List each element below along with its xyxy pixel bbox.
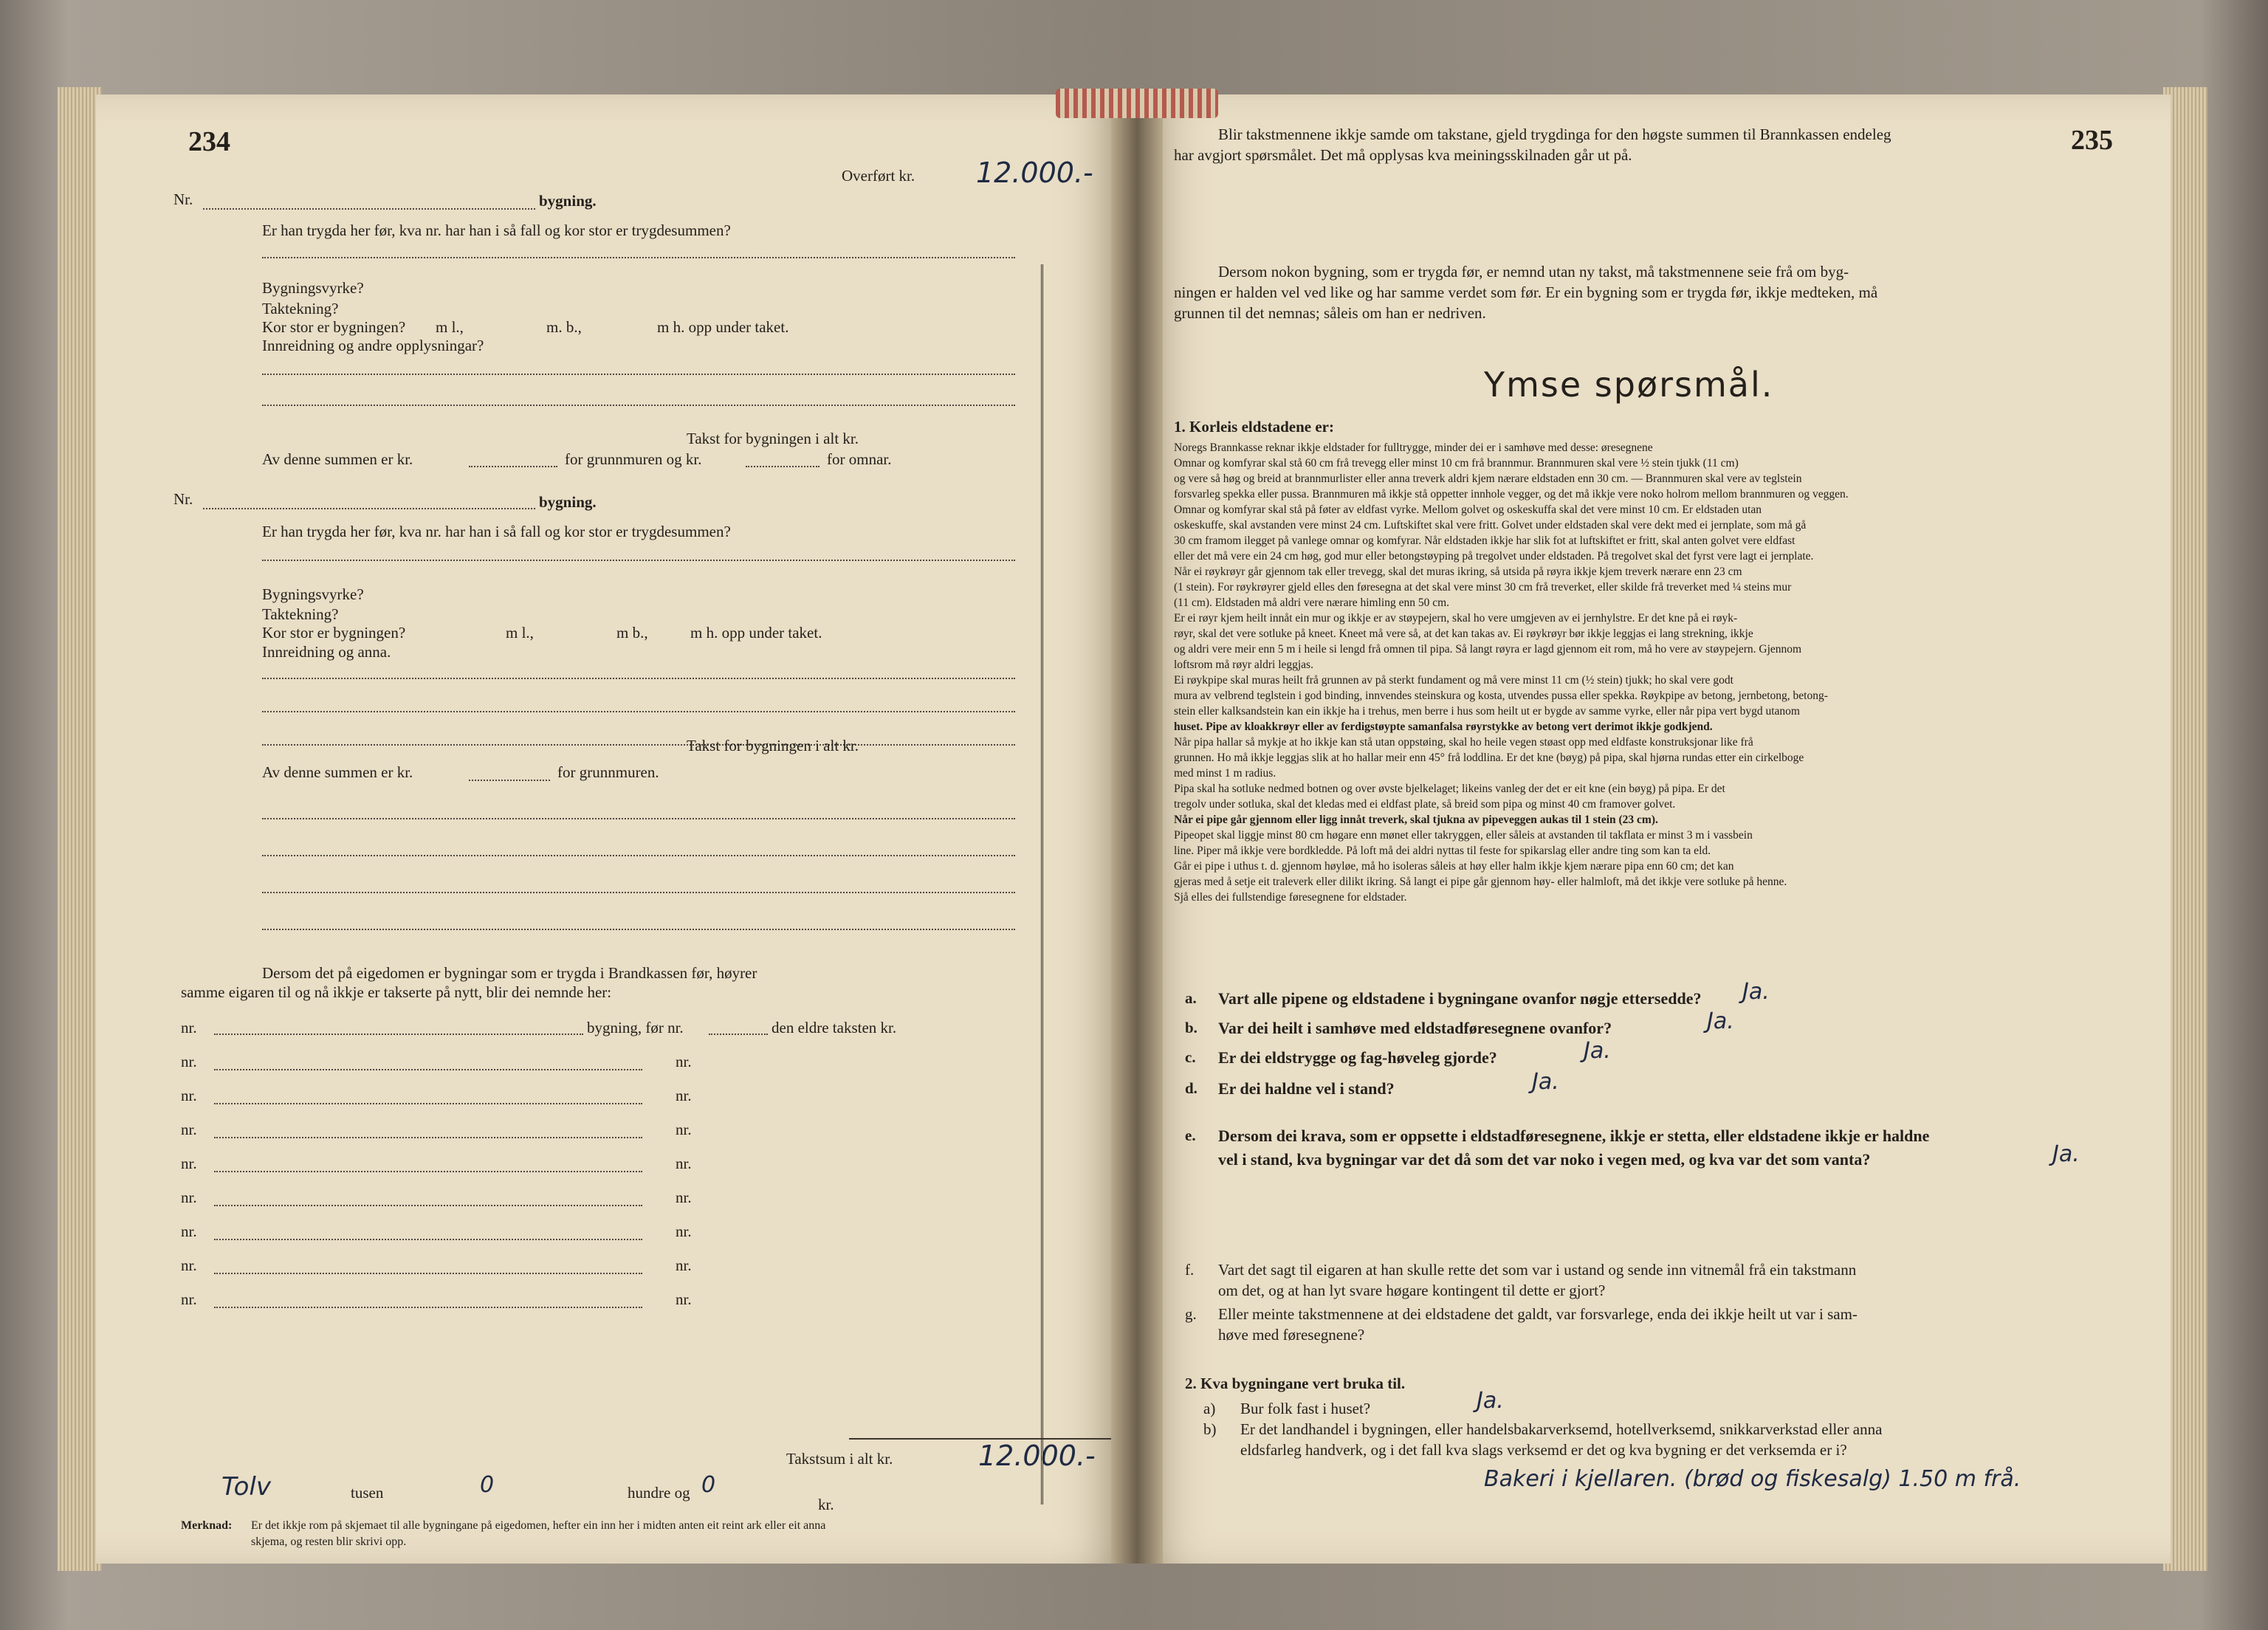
rule-line: Går ei pipe i uthus t. d. gjennom høyløe, må ho isoleras såleis at høy eller halm ikkje kjem nærare pipa enn 60 cm; det kan — [1174, 860, 1734, 873]
answer-2a: Ja. — [1477, 1388, 1504, 1414]
answer-d: Ja. — [1532, 1069, 1559, 1095]
for-omnar: for omnar. — [827, 450, 892, 468]
rule-line: huset. Pipe av kloakkrøyr eller av ferdigstøypte samanfalsa røyrstykke av betong vert derimot ikkje godkjend. — [1174, 721, 1713, 733]
rule-line: mura av velbrend teglstein i god binding, innvendes steinskura og kosta, utvendes pussa eller spekka. Røykpipe av betong, jernbetong, betong- — [1174, 690, 1828, 702]
list-nr-col: nr. — [676, 1290, 692, 1308]
page-number: 235 — [2071, 125, 2113, 156]
kor-stor-2: Kor stor er bygningen? — [262, 624, 406, 642]
hundre-value: 0 — [701, 1472, 716, 1498]
question-c: Er dei eldstrygge og fag-høveleg gjorde? — [1218, 1048, 1497, 1067]
question-e-line-1: Dersom dei krava, som er oppsette i eldstadføresegnene, ikkje er stetta, eller eldstadene ikkje er haldne — [1218, 1127, 1930, 1145]
amount-column-rule — [1041, 264, 1043, 1505]
question-d: Er dei haldne vel i stand? — [1218, 1079, 1395, 1098]
qc-letter: c. — [1185, 1048, 1196, 1066]
list-nr: nr. — [181, 1256, 197, 1274]
kr-label: kr. — [818, 1496, 834, 1513]
merknad-line-1: Er det ikkje rom på skjemaet til alle bygningane på eigedomen, hefter ein inn her i midten anten eit reint ark eller eit anna — [251, 1519, 826, 1532]
list-nr-col: nr. — [676, 1256, 692, 1274]
intro-line-3: Dersom nokon bygning, som er trygda før, er nemnd utan ny takst, må takstmennene seie frå om byg- — [1218, 263, 1849, 281]
kor-stor-1: Kor stor er bygningen? — [262, 318, 406, 336]
page-number: 234 — [188, 126, 230, 157]
list-nr: nr. — [181, 1155, 197, 1172]
list-nr: nr. — [181, 1121, 197, 1138]
takst-label-1: Takst for bygningen i alt kr. — [687, 430, 859, 447]
rule-line: med minst 1 m radius. — [1174, 767, 1276, 780]
overfort-value: 12.000.- — [976, 157, 1093, 189]
question-2a: Bur folk fast i huset? — [1240, 1400, 1371, 1417]
qg-letter: g. — [1185, 1305, 1197, 1323]
answer-b: Ja. — [1707, 1008, 1734, 1034]
rule-line: Sjå elles dei fullstendige føresegnene for eldstader. — [1174, 891, 1407, 904]
rule-line: Ei røykpipe skal muras heilt frå grunnen av på sterkt fundament og må vere minst 11 cm (½ stein) tjukk; ho skal vere godt — [1174, 674, 1733, 687]
bygning-label-2: bygning. — [539, 493, 597, 511]
nr-label-2: Nr. — [173, 490, 193, 508]
rule-line: loftsrom må røyr aldri leggjas. — [1174, 658, 1313, 671]
rule-line: Noregs Brannkasse reknar ikkje eldstader for fulltrygge, minder dei er i samhøve med desse: øresegnene — [1174, 441, 1653, 454]
rule-line: forsvarleg spekka eller pussa. Brannmuren må ikkje stå oppetter innhole vegger, og det må ikkje vere noko holrom mellom brannmuren og veggen. — [1174, 488, 1849, 501]
right-page — [1137, 94, 2171, 1564]
question-trygda-1: Er han trygda her før, kva nr. har han i så fall og kor stor er trygdesummen? — [262, 221, 731, 239]
for-grunnmuren-1: for grunnmuren og kr. — [565, 450, 702, 468]
m-l-1: m l., — [436, 318, 464, 336]
rule-line: Er ei røyr kjem heilt innåt ein mur og ikkje er av støypejern, skal ho vere umgjeven av ei jernhylstre. Er det kne på ei røyk- — [1174, 612, 1738, 625]
intro-line-2: har avgjort spørsmålet. Det må opplysas kva meiningsskilnaden går ut på. — [1174, 146, 1632, 164]
question-trygda-2: Er han trygda her før, kva nr. har han i så fall og kor stor er trygdesummen? — [262, 523, 731, 540]
taktekning-1: Taktekning? — [262, 300, 339, 317]
m-b-1: m. b., — [546, 318, 582, 336]
sum-words-tusen: Tolv — [221, 1472, 271, 1502]
bygningsvyrke-1: Bygningsvyrke? — [262, 279, 364, 297]
rule-line: tregolv under sotluka, skal det kledas med ei eldfast plate, så breid som pipa og minst 40 cm framover golvet. — [1174, 798, 1676, 811]
question-g-line-2: høve med føresegnene? — [1218, 1326, 1365, 1344]
intro-line-4: ningen er halden vel ved like og har samme verdet som før. Er ein bygning som er trygda før, ikkje medteken, må — [1174, 283, 1878, 301]
qf-letter: f. — [1185, 1261, 1195, 1279]
tusen-value: 0 — [480, 1472, 495, 1498]
nr-label-1: Nr. — [173, 190, 193, 208]
q2b-letter: b) — [1203, 1420, 1217, 1438]
book-gutter — [1111, 94, 1163, 1564]
rule-line: (11 cm). Eldstaden må aldri vere nærare himling enn 50 cm. — [1174, 596, 1450, 609]
m-b-2: m b., — [616, 624, 648, 642]
list-nr: nr. — [181, 1222, 197, 1240]
list-nr: nr. — [181, 1053, 197, 1070]
intro-line-1: Blir takstmennene ikkje samde om takstane, gjeld trygdinga for den høgste summen til Brannkassen endeleg — [1218, 125, 1891, 143]
innreidning-1: Innreidning og andre opplysningar? — [262, 337, 484, 354]
qe-letter: e. — [1185, 1127, 1196, 1144]
list-nr-col: nr. — [676, 1155, 692, 1172]
page-edges-left — [58, 87, 102, 1571]
rule-line: oskeskuffe, skal avstanden vere minst 24 cm. Luftskiftet skal vere fritt. Golvet under eldstaden skal vere dekt med ei jernplate, som må gå — [1174, 519, 1807, 532]
rule-line: gjeras med å setje eit traleverk eller dilikt ikring. Så langt ei pipe går gjennom høy- eller halmloft, må det ikkje vere sotluke på henne. — [1174, 876, 1787, 888]
list-nr-col: nr. — [676, 1053, 692, 1070]
dersom-text-2: samme eigaren til og nå ikkje er takserte på nytt, blir dei nemnde her: — [181, 983, 612, 1001]
rule-line: Når ei pipe går gjennom eller ligg innåt treverk, skal tjukna av pipeveggen aukas til 1 stein (23 cm). — [1174, 814, 1658, 826]
rule-line: røyr, skal det vere sotluke på kneet. Kneet må vere så, at det kan takas av. Ei røykrøyr bør ikkje leggjas ei lang strekning, ikkje — [1174, 627, 1753, 640]
fire-safety-rules — [1174, 440, 2126, 905]
rule-line: 30 cm framom ilegget på vanlege omnar og komfyrar. Når eldstaden ikkje har slik fot at luftskiftet er fritt, skal anten golvet vere eldfast — [1174, 534, 1796, 547]
rule-line: line. Piper må ikkje vere bordkledde. På loft må dei aldri nyttas til feste for spikarslag eller andre ting som kan ta eld. — [1174, 845, 1711, 857]
question-a: Vart alle pipene og eldstadene i bygningane ovanfor nøgje ettersedde? — [1218, 989, 1702, 1008]
rule-line: (1 stein). For røykrøyrer gjeld elles den føresegna at det skal vere minst 30 cm frå treverket, eller skilde frå treverket med ¼ steins mur — [1174, 581, 1792, 594]
av-denne-1: Av denne summen er kr. — [262, 450, 413, 468]
hundre-og-label: hundre og — [628, 1484, 690, 1502]
list-nr-col: nr. — [676, 1189, 692, 1206]
list-nr: nr. — [181, 1087, 197, 1104]
spine-binding — [1056, 89, 1218, 118]
overfort-label: Overført kr. — [842, 167, 915, 185]
bygningsvyrke-2: Bygningsvyrke? — [262, 585, 364, 603]
m-h-2: m h. opp under taket. — [690, 624, 822, 642]
qa-letter: a. — [1185, 989, 1197, 1007]
answer-a: Ja. — [1742, 979, 1770, 1005]
rule-line: Når pipa hallar så mykje at ho ikkje kan stå utan oppstøing, skal ho heile vegen støast opp med eldfaste konstruksjonar like frå — [1174, 736, 1753, 749]
dersom-text-1: Dersom det på eigedomen er bygningar som er trygda i Brandkassen før, høyrer — [262, 964, 757, 982]
merknad-line-2: skjema, og resten blir skrivi opp. — [251, 1536, 407, 1548]
m-l-2: m l., — [506, 624, 534, 642]
takstsum-value: 12.000.- — [978, 1440, 1096, 1472]
qb-letter: b. — [1185, 1019, 1197, 1036]
rule-line: grunnen. Ho må ikkje leggjas slik at ho hallar meir enn 45° frå loddlina. Er det kne (bøyg) på pipa, skal hjørna rundas etter ein cirkelboge — [1174, 752, 1804, 764]
intro-line-5: grunnen til det nemnas; såleis om han er nedriven. — [1174, 304, 1486, 322]
question-2: 2. Kva bygningane vert bruka til. — [1185, 1375, 1406, 1392]
takstsum-label: Takstsum i alt kr. — [786, 1450, 893, 1468]
question-2b-line-2: eldsfarleg handverk, og i det fall kva slags verksemd er det og kva bygning er det verksemda er i? — [1240, 1441, 1847, 1459]
bygning-label-1: bygning. — [539, 192, 597, 210]
section-heading: Ymse spørsmål. — [1484, 365, 1774, 405]
qd-letter: d. — [1185, 1079, 1197, 1097]
rule-line: og aldri vere meir enn 5 m i heile si lengd frå omnen til pipa. Så langt røyra er lagd gjennom eit rom, må ho vere av støypejern. Gjennom — [1174, 643, 1802, 656]
list-eldre-takst: den eldre taksten kr. — [772, 1019, 897, 1036]
m-h-1: m h. opp under taket. — [657, 318, 789, 336]
rule-line: Pipeopet skal liggje minst 80 cm høgare enn mønet eller takryggen, eller såleis at avstanden til takflata er minst 3 m i vassbein — [1174, 829, 1753, 842]
answer-c: Ja. — [1584, 1038, 1611, 1064]
rule-line: eller det må vere ein 24 cm høg, god mur eller betongstøyping på tregolvet under eldstaden. På tregolvet skal det fyrst vere lagt ei jernplate. — [1174, 550, 1814, 563]
rule-line: Omnar og komfyrar skal stå 60 cm frå trevegg eller minst 10 cm frå brannmur. Brannmuren skal vere ½ stein tjukk (11 cm) — [1174, 457, 1739, 470]
av-denne-2: Av denne summen er kr. — [262, 763, 413, 781]
left-page — [96, 94, 1130, 1564]
merknad-label: Merknad: — [181, 1519, 233, 1532]
list-nr-col: nr. — [676, 1121, 692, 1138]
takst-label-2: Takst for bygningen i alt kr. — [687, 737, 859, 754]
question-1: 1. Korleis eldstadene er: — [1174, 418, 1334, 436]
rule-line: Omnar og komfyrar skal stå på føter av eldfast vyrke. Mellom golvet og oskeskuffa skal det vere minst 10 cm. Er eldstaden utan — [1174, 503, 1762, 516]
question-e-line-2: vel i stand, kva bygningar var det då som det var noko i vegen med, og kva var det som vanta? — [1218, 1150, 1871, 1169]
question-2b-line-1: Er det landhandel i bygningen, eller handelsbakarverksemd, hotellverksemd, snikkarverkstad eller anna — [1240, 1420, 1883, 1438]
rule-line: og vere så høg og breid at brannmurlister eller anna treverk aldri kjem nærare eldstaden enn 30 cm. — Brannmuren skal vere av teglstein — [1174, 472, 1802, 485]
list-nr: nr. — [181, 1019, 197, 1036]
list-nr: nr. — [181, 1290, 197, 1308]
q2a-letter: a) — [1203, 1400, 1216, 1417]
tusen-label: tusen — [351, 1484, 384, 1502]
rule-line: Pipa skal ha sotluke nedmed botnen og over øvste bjelkelaget; likeins vanleg der det er eit kne (ein bøyg) på pipa. Er det — [1174, 783, 1725, 795]
rule-line: stein eller kalksandstein kan ein ikkje ha i trehus, men berre i hus som heilt ut er bygde av samme vyrke, eller når pipa vert bygd utanom — [1174, 705, 1800, 718]
for-grunnmuren-2: for grunnmuren. — [557, 763, 659, 781]
question-f-line-2: om det, og at han lyt svare høgare kontingent til dette er gjort? — [1218, 1282, 1606, 1299]
list-nr-col: nr. — [676, 1222, 692, 1240]
question-f-line-1: Vart det sagt til eigaren at han skulle rette det som var i ustand og sende inn vitnemål frå ein takstmann — [1218, 1261, 1857, 1279]
answer-e: Ja. — [2052, 1141, 2080, 1167]
list-nr-col: nr. — [676, 1087, 692, 1104]
rule-line: Når ei røykrøyr går gjennom tak eller trevegg, skal det muras ikring, så utsida på røyra ikkje kjem treverk nærare enn 23 cm — [1174, 565, 1742, 578]
innreidning-2: Innreidning og anna. — [262, 643, 391, 661]
list-nr: nr. — [181, 1189, 197, 1206]
question-g-line-1: Eller meinte takstmennene at dei eldstadene det galdt, var forsvarlege, enda dei ikkje heilt ut var i sam- — [1218, 1305, 1858, 1323]
answer-2b: Bakeri i kjellaren. (brød og fiskesalg) 1.50 m frå. — [1484, 1466, 2021, 1492]
taktekning-2: Taktekning? — [262, 605, 339, 623]
list-bygning-for: bygning, før nr. — [587, 1019, 684, 1036]
question-b: Var dei heilt i samhøve med eldstadføresegnene ovanfor? — [1218, 1019, 1612, 1037]
